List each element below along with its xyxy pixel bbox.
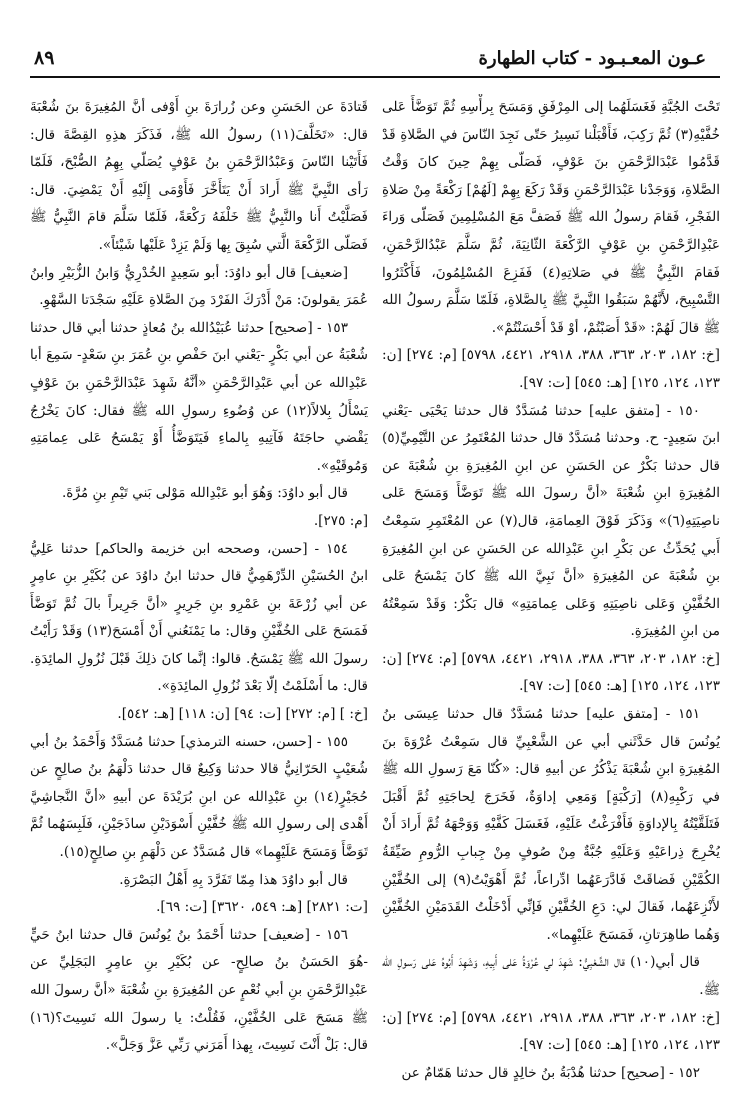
paragraph: ١٥٠ - [متفق عليه] حدثنا مُسَدَّدٌ قال حدثنا يَحْيَى -يَعْني ابنَ سَعِيدٍ- ح. وحدثنا مُسَدَّدٌ قال حدثنا المُعْتَمِرُ عن التَّيْمِيِّ(٥) قال حدثنا بَكْرٌ عن الحَسَنِ عن ابنِ المُغِيرَةِ بنِ شُعْبَةَ عن المُغِيرَةِ ابنِ شُعْبَةَ «أنَّ رسولَ الله ﷺ تَوَضَّأَ وَمَسَحَ عَلى ناصِيَتِهِ(٦)» وَذَكَرَ فَوْقَ العِمامَةِ، قال(٧) عن المُعْتَمِرِ سَمِعْتُ أَبي يُحَدِّثُ عن بَكْرِ ابنِ عَبْدِالله عن الحَسَنِ عن ابنِ المُغِيرَةِ بنِ شُعْبَةَ عن المُغِيرَةِ «أنَّ نَبِيَّ الله ﷺ كانَ يَمْسَحُ عَلى الخُفَّيْنِ وَعَلى ناصِيَتِهِ وَعَلى عِمامَتِهِ» قال بَكْرٌ: وَقَدْ سَمِعْتُهُ من ابنِ المُغِيرَةِ. <box>382 402 720 640</box>
right-column <box>382 94 720 1094</box>
running-title: عـون المعـبـود - كتاب الطهارة <box>478 47 706 69</box>
paragraph: ١٥٦ - [ضعيف] حدثنا أَحْمَدُ بنُ يُونُسَ قال حدثنا ابنُ حَيٍّ -هُوَ الحَسَنُ بنُ صالِحٍ- عن بُكَيْرِ بنِ عامِرٍ البَجَلِيِّ عن عَبْدِالرَّحْمَنِ بنِ أبي نُعْمٍ عن المُغِيرَةِ بنِ شُعْبَةَ «أنَّ رسولَ الله ﷺ مَسَحَ عَلى الخُفَّيْنِ، فَقُلْتُ: يا رسولَ الله نَسِيتَ؟(١٦) قال: بَلْ أَنْتَ نَسِيتَ، بِهذا أَمَرَني رَبِّي عَزَّ وَجَلَّ». <box>30 926 368 1054</box>
reference-line: [خ: ١٨٢، ٢٠٣، ٣٦٣، ٣٨٨، ٢٩١٨، ٤٤٢١، ٥٧٩٨] [م: ٢٧٤] [ن: ١٢٣، ١٢٤، ١٢٥] [هـ: ٥٤٥] [ت: ٩٧]. <box>382 1009 720 1054</box>
page-header <box>30 40 720 78</box>
reference-line: [ت: ٢٨٢١] [هـ: ٥٤٩، ٣٦٢٠] [ت: ٦٩]. <box>156 899 368 916</box>
paragraph: قال أبو داوُدَ هذا مِمّا تَفَرَّدَ بِهِ أَهْلُ البَصْرَةِ. <box>119 871 348 888</box>
paragraph: ١٥١ - [متفق عليه] حدثنا مُسَدَّدٌ قال حدثنا عِيسَى بنُ يُونُسَ قال حَدَّثَني أبي عن الشَّعْبِيِّ قال سَمِعْتُ عُرْوَةَ بنَ المُغِيرَةِ ابنِ شُعْبَةَ يَذْكُرُ عن أبيهِ قال: «كُنّا مَعَ رَسولِ الله ﷺ في رَكْبِهِ(٨) [رَكْبَةٍ] وَمَعِي إداوَةٌ، فَخَرَجَ لِحاجَتِهِ ثُمَّ أَقْبَلَ فَتَلَقَّيْتُهُ بِالإداوَةِ فَأَفْرَغْتُ عَلَيْهِ، فَغَسَلَ كَفَّيْهِ وَوَجْهَهُ ثُمَّ أَرادَ أَنْ يُخْرِجَ ذِراعَيْهِ وَعَلَيْهِ جُبَّةٌ مِنْ صُوفٍ مِنْ جِبابِ الرُّومِ ضَيِّقَةُ الكُمَّيْنِ فَضاقَتْ فَادَّرَعَهُما ادِّراعاً، ثُمَّ أَهْوَيْتُ(٩) إلى الخُفَّيْنِ لأَنْزِعَهُما، فَقالَ لي: دَعِ الخُفَّيْنِ فَإنِّي أَدْخَلْتُ القَدَمَيْنِ الخُفَّيْنِ وَهُما طاهِرَتانِ، فَمَسَحَ عَلَيْهِما». <box>382 706 720 943</box>
paragraph: قال أبو داوُدَ: وَهُوَ أبو عَبْدِالله مَوْلى بَني تَيْمِ بنِ مُرَّةَ. <box>61 485 348 502</box>
paragraph: [ضعيف] قال أبو داوُدَ: أبو سَعِيدٍ الخُدْرِيُّ وَابنُ الزُّبَيْرِ وابنُ عُمَرَ يقولونَ: مَنْ أَدْرَكَ الفَرْدَ مِنَ الصَّلاةِ عَلَيْهِ سَجْدَتا السَّهْوِ. <box>30 264 368 309</box>
paragraph: قَتادَةَ عن الحَسَنِ وعن زُرارَةَ بنِ أَوْفى أنَّ المُغِيرَةَ بنَ شُعْبَةَ قال: «تَخَلَّفَ(١١) رسولُ الله ﷺ، فَذَكَرَ هذِهِ القِصَّةَ قال: فَأَتَيْنا النّاسَ وَعَبْدُالرَّحْمَنِ بنُ عَوْفٍ يُصَلّي بِهِمُ الصُّبْحَ، فَلَمّا رَأى النَّبِيَّ ﷺ أَرادَ أَنْ يَتَأَخَّرَ فَأَوْمَى إِلَيْهِ أَنْ يَمْضِيَ. قال: فَصَلَّيْتُ أَنا والنَّبِيُّ ﷺ خَلْفَهُ رَكْعَةً، فَلَمّا سَلَّمَ قامَ النَّبِيُّ ﷺ فَصَلّى الرَّكْعَةَ الَّتي سُبِقَ بِها وَلَمْ يَزِدْ عَلَيْها شَيْئاً». <box>30 99 368 253</box>
reference-line: [م: ٢٧٥]. <box>313 512 368 529</box>
paragraph: ١٥٥ - [حسن، حسنه الترمذي] حدثنا مُسَدَّدٌ وَأَحْمَدُ بنُ أبي شُعَيْبٍ الحَرّانِيُّ قالا حدثنا وَكِيعٌ قال حدثنا دَلْهَمُ بنُ صالِحٍ عن حُجَيْرٍ(١٤) بنِ عَبْدِالله عن ابنِ بُرَيْدَةَ عن أبيهِ «أنَّ النَّجاشِيَّ أَهْدى إلى رسولِ الله ﷺ خُفَّيْنِ أَسْوَدَيْنِ ساذَجَيْنِ، فَلَبِسَهُما ثُمَّ تَوَضَّأَ وَمَسَحَ عَلَيْهِما» قال مُسَدَّدٌ عن دَلْهَمِ بنِ صالِحٍ(١٥). <box>30 733 368 861</box>
text-columns <box>30 94 720 1094</box>
reference-line: [خ: ١٨٢، ٢٠٣، ٣٦٣، ٣٨٨، ٢٩١٨، ٤٤٢١، ٥٧٩٨] [م: ٢٧٤] [ن: ١٢٣، ١٢٤، ١٢٥] [هـ: ٥٤٥] [ت: ٩٧]. <box>382 347 720 391</box>
reference-line: [خ: ] [م: ٢٧٢] [ت: ٩٤] [ن: ١١٨] [هـ: ٥٤٢]. <box>117 706 368 723</box>
paragraph: ١٥٣ - [صحيح] حدثنا عُبَيْدُالله بنُ مُعاذٍ حدثنا أبي قال حدثنا شُعْبَةُ عن أبي بَكْرٍ -يَعْني ابنَ حَفْصِ بنِ عُمَرَ بنِ سَعْدٍ- سَمِعَ أبا عَبْدِالله عن أبي عَبْدِالرَّحْمَنِ «أنَّهُ شَهِدَ عَبْدَالرَّحْمَنِ بنَ عَوْفٍ يَسْأَلُ بِلالاً(١٢) عن وُضُوءِ رسولِ الله ﷺ فقال: كانَ يَخْرُجُ يَقْضي حاجَتَهُ فَآتِيهِ بِالماءِ فَيَتَوَضَّأُ أَوْ يَمْسَحُ عَلى عِمامَتِهِ وَمُوقَيْهِ». <box>30 319 368 474</box>
page-number: ٨٩ <box>34 47 55 69</box>
reference-line: [خ: ١٨٢، ٢٠٣، ٣٦٣، ٣٨٨، ٢٩١٨، ٤٤٢١، ٥٧٩٨] [م: ٢٧٤] [ن: ١٢٣، ١٢٤، ١٢٥] [هـ: ٥٤٥] [ت: ٩٧]. <box>382 650 720 695</box>
paragraph: ١٥٤ - [حسن، وصححه ابن خزيمة والحاكم] حدثنا عَلِيُّ ابنُ الحُسَيْنِ الدِّرْهَمِيُّ قال حدثنا ابنُ داوُدَ عن بُكَيْرِ بنِ عامِرٍ عن أبي زُرْعَةَ بنِ عَمْرِو بنِ جَرِيرٍ «أنَّ جَرِيراً بالَ ثُمَّ تَوَضَّأَ فَمَسَحَ عَلى الخُفَّيْنِ وقال: ما يَمْنَعُني أَنْ أَمْسَحَ(١٣) وَقَدْ رَأَيْتُ رسولَ الله ﷺ يَمْسَحُ. قالوا: إنَّما كانَ ذلِكَ قَبْلَ نُزُولِ المائِدَةِ. قال: ما أَسْلَمْتُ إلّا بَعْدَ نُزُولِ المائِدَةِ». <box>30 540 368 695</box>
left-column <box>30 94 368 1094</box>
paragraph: تَحْتَ الجُبَّةِ فَغَسَلَهُما إلى المِرْفَقِ وَمَسَحَ بِرأْسِهِ ثُمَّ تَوَضَّأَ عَلى خُفَّيْهِ(٣) ثُمَّ رَكِبَ، فَأَقْبَلْنا نَسِيرُ حَتّى نَجِدَ النّاسَ في الصَّلاةِ قَدْ قَدَّمُوا عَبْدَالرَّحْمَنِ بنَ عَوْفٍ، فَصَلّى بِهِمْ حِينَ كانَ وَقْتُ الصَّلاةِ، وَوَجَدْنا عَبْدَالرَّحْمَنِ وَقَدْ رَكَعَ بِهِمْ [لَهُمْ] رَكْعَةً مِنْ صَلاةِ الفَجْرِ، فَقامَ رسولُ الله ﷺ فَصَفَّ مَعَ المُسْلِمِينَ فَصَلّى وَراءَ عَبْدِالرَّحْمَنِ بنِ عَوْفٍ الرَّكْعَةَ الثّانِيَةَ، ثُمَّ سَلَّمَ عَبْدُالرَّحْمَنِ، فَقامَ النَّبِيُّ ﷺ في صَلاتِهِ(٤) فَفَزِعَ المُسْلِمُونَ، فَأَكْثَرُوا التَّسْبِيحَ، لأَنَّهُمْ سَبَقُوا النَّبِيَّ ﷺ بِالصَّلاةِ، فَلَمّا سَلَّمَ رسولُ الله ﷺ قالَ لَهُمْ: «قَدْ أَصَبْتُمْ، أوْ قَدْ أَحْسَنْتُمْ». <box>382 99 720 336</box>
paragraph: ١٥٢ - [صحيح] حدثنا هُدْبَةُ بنُ خالِدٍ قال حدثنا هَمّامٌ عن <box>401 1064 700 1081</box>
paragraph: قال أبي(١٠) قال الشَّعْبِيُّ: شَهِدَ لي عُرْوَةُ عَلى أَبِيهِ، وَشَهِدَ أَبُوهُ عَلى رَسولِ الله ﷺ. <box>382 954 720 998</box>
